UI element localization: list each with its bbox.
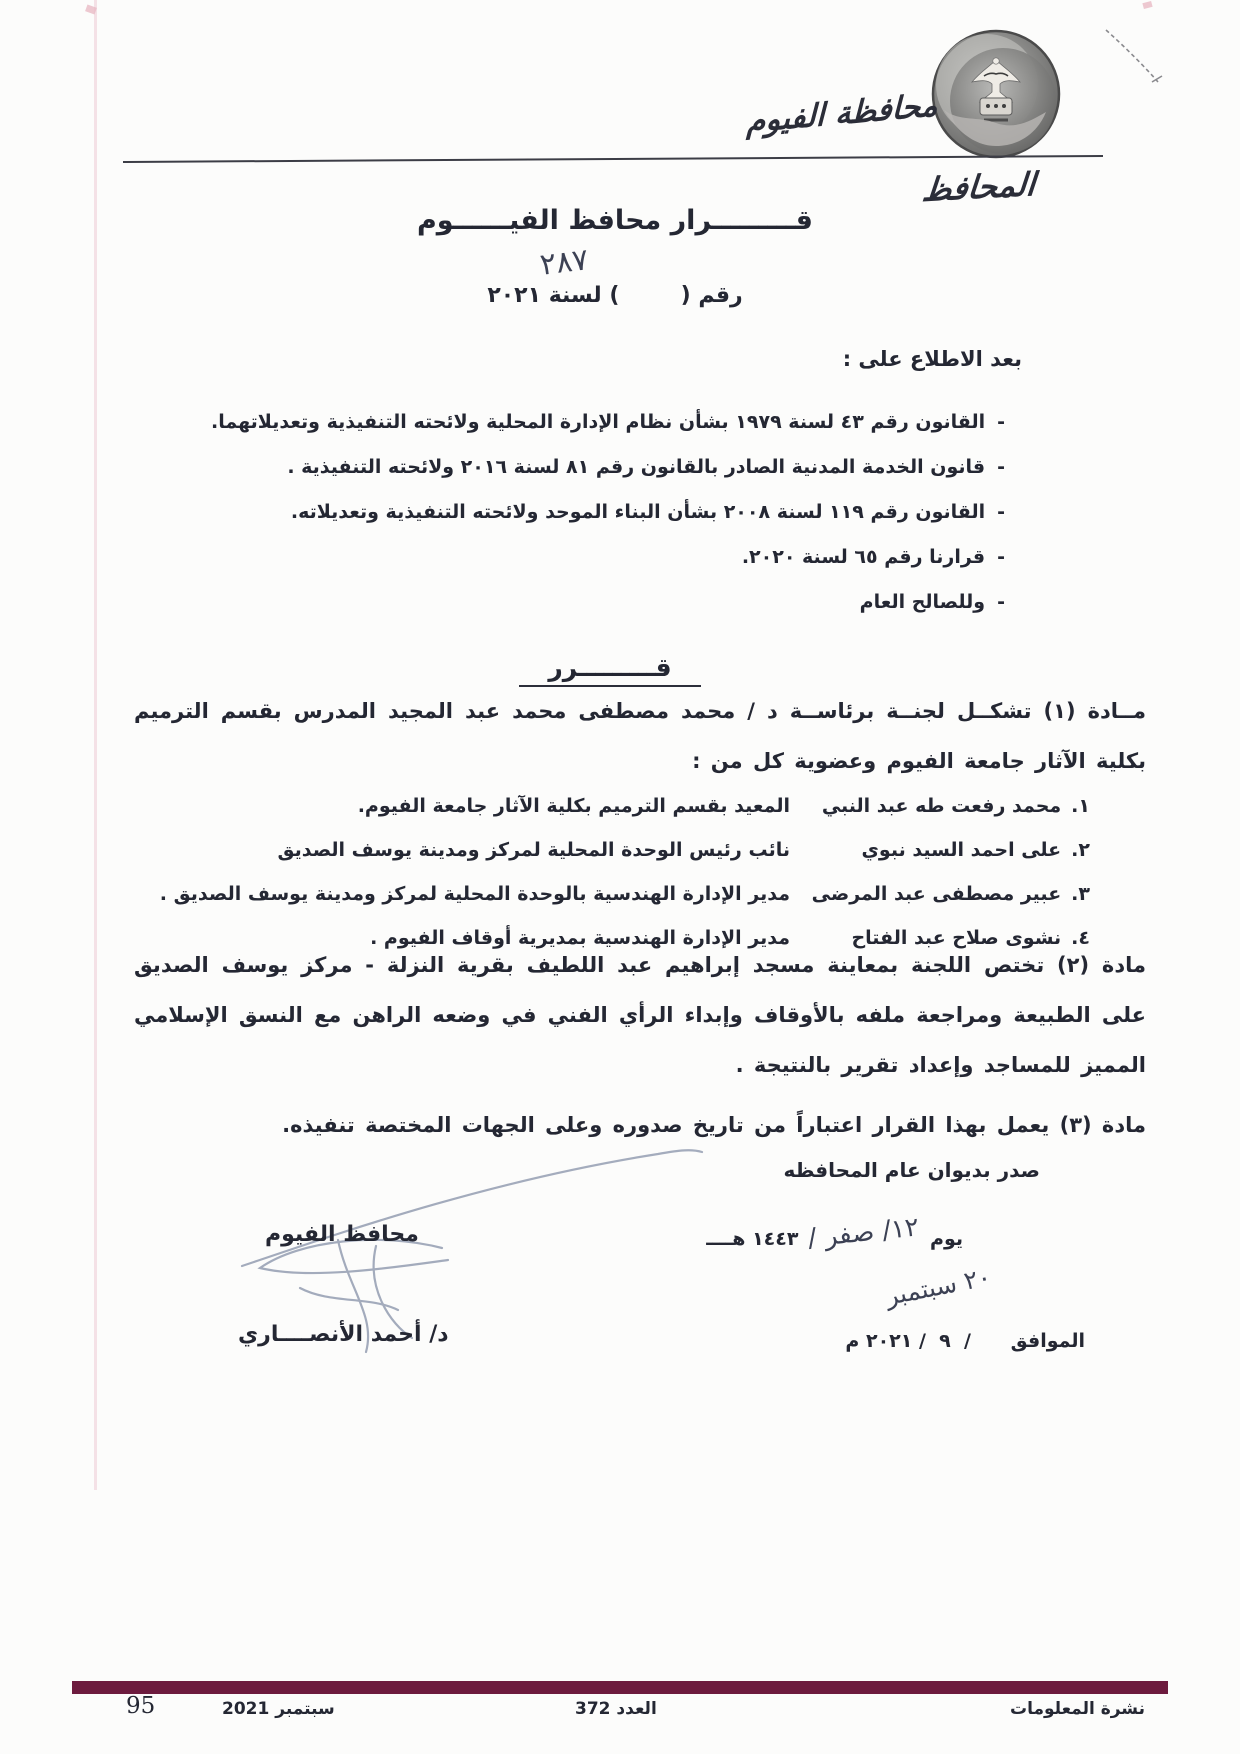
scan-mark-top-right bbox=[1142, 1, 1152, 9]
law-item-text: قرارنا رقم ٦٥ لسنة ٢٠٢٠. bbox=[741, 546, 986, 568]
member-name-text: على احمد السيد نبوي bbox=[861, 839, 1062, 861]
member-name bbox=[790, 793, 1090, 819]
governorate-name-script: محافظة الفيوم bbox=[746, 87, 938, 141]
hijri-date-handwritten: ١٢/ صفر / bbox=[806, 1212, 921, 1254]
decree-number-handwritten: ٢٨٧ bbox=[538, 242, 591, 283]
article-1: مــادة (١) تشكــل لجنــة برئاســة د / محمد مصطفى محمد عبد المجيد المدرس بقسم الترميم بكلية الآثار جامعة الفيوم وعضوية كل من : bbox=[134, 699, 1146, 773]
member-role: المعيد بقسم الترميم بكلية الآثار جامعة الفيوم. bbox=[357, 795, 790, 817]
dash-bullet: - bbox=[997, 591, 1005, 613]
preamble-heading: بعد الاطلاع على : bbox=[842, 347, 1022, 371]
committee-member-row bbox=[150, 837, 1090, 863]
footer-issue-number: العدد 372 bbox=[575, 1699, 657, 1719]
article-3: مادة (٣) يعمل بهذا القرار اعتباراً من تاريخ صدوره وعلى الجهات المختصة تنفيذه. bbox=[282, 1113, 1146, 1137]
reviewed-laws-list bbox=[211, 408, 1005, 633]
governor-handwritten-label: المحافظ bbox=[920, 164, 1037, 210]
member-number: ٤. bbox=[1071, 927, 1090, 949]
law-item-text: وللصالح العام bbox=[859, 591, 986, 613]
member-name-text: محمد رفعت طه عبد النبي bbox=[821, 795, 1062, 817]
law-item bbox=[211, 588, 1005, 616]
dash-bullet: - bbox=[997, 411, 1005, 433]
member-number: ٢. bbox=[1071, 839, 1090, 861]
decree-title: قـــــــــرار محافظ الفيــــــوم bbox=[417, 205, 813, 236]
decree-number-line: رقم ( ) لسنة ٢٠٢١ bbox=[487, 283, 743, 308]
member-name bbox=[790, 881, 1090, 907]
law-item-text: القانون رقم ٤٣ لسنة ١٩٧٩ بشأن نظام الإدارة المحلية ولائحته التنفيذية وتعديلاتهما. bbox=[211, 411, 986, 433]
member-role: مدير الإدارة الهندسية بالوحدة المحلية لمركز ومدينة يوسف الصديق . bbox=[159, 883, 790, 905]
article-2: مادة (٢) تختص اللجنة بمعاينة مسجد إبراهيم عبد اللطيف بقرية النزلة - مركز يوسف الصديق على الطبيعة ومراجعة ملفه بالأوقاف وإبداء الرأي الفني في وضعه الراهن مع النسق الإسلامي المميز للمساجد وإعداد تقرير بالنتيجة . bbox=[134, 953, 1146, 1077]
gregorian-date-handwritten: ٢٠ سبتمبر bbox=[883, 1262, 994, 1311]
law-item bbox=[211, 543, 1005, 571]
signature-title: محافظ الفيوم bbox=[265, 1222, 419, 1247]
committee-member-row bbox=[150, 881, 1090, 907]
law-item bbox=[211, 408, 1005, 436]
hijri-year: ١٤٤٣ هــــ bbox=[706, 1228, 799, 1250]
law-item-text: القانون رقم ١١٩ لسنة ٢٠٠٨ بشأن البناء الموحد ولائحته التنفيذية وتعديلاته. bbox=[290, 501, 986, 523]
member-name-text: عبير مصطفى عبد المرضى bbox=[811, 883, 1062, 905]
dash-bullet: - bbox=[997, 546, 1005, 568]
pen-mark-icon bbox=[1100, 26, 1172, 92]
member-name-text: نشوى صلاح عبد الفتاح bbox=[851, 927, 1062, 949]
decree-heading: قـــــــــرر bbox=[519, 653, 701, 687]
footer-page-number: 95 bbox=[126, 1693, 156, 1719]
member-role: مدير الإدارة الهندسية بمديرية أوقاف الفيوم . bbox=[370, 927, 790, 949]
scan-edge-line bbox=[94, 0, 97, 1490]
governorate-emblem-icon bbox=[930, 28, 1062, 160]
issuance-statement: صدر بديوان عام المحافظه bbox=[783, 1158, 1040, 1182]
member-number: ١. bbox=[1071, 795, 1090, 817]
law-item bbox=[211, 453, 1005, 481]
law-item bbox=[211, 498, 1005, 526]
law-item-text: قانون الخدمة المدنية الصادر بالقانون رقم ٨١ لسنة ٢٠١٦ ولائحته التنفيذية . bbox=[287, 456, 986, 478]
dash-bullet: - bbox=[997, 501, 1005, 523]
governor-name: د/ أحمد الأنصــــاري bbox=[238, 1322, 449, 1347]
member-name bbox=[790, 837, 1090, 863]
member-role: نائب رئيس الوحدة المحلية لمركز ومدينة يوسف الصديق bbox=[277, 839, 790, 861]
gregorian-date-line: الموافق / ٩ / ٢٠٢١ م bbox=[845, 1330, 1085, 1352]
day-label: يوم bbox=[930, 1228, 963, 1250]
footer-bulletin-name: نشرة المعلومات bbox=[1009, 1699, 1145, 1719]
committee-member-row bbox=[150, 793, 1090, 819]
footer-date: سبتمبر 2021 bbox=[222, 1699, 335, 1719]
footer-divider-bar bbox=[72, 1681, 1168, 1694]
dash-bullet: - bbox=[997, 456, 1005, 478]
member-number: ٣. bbox=[1071, 883, 1090, 905]
